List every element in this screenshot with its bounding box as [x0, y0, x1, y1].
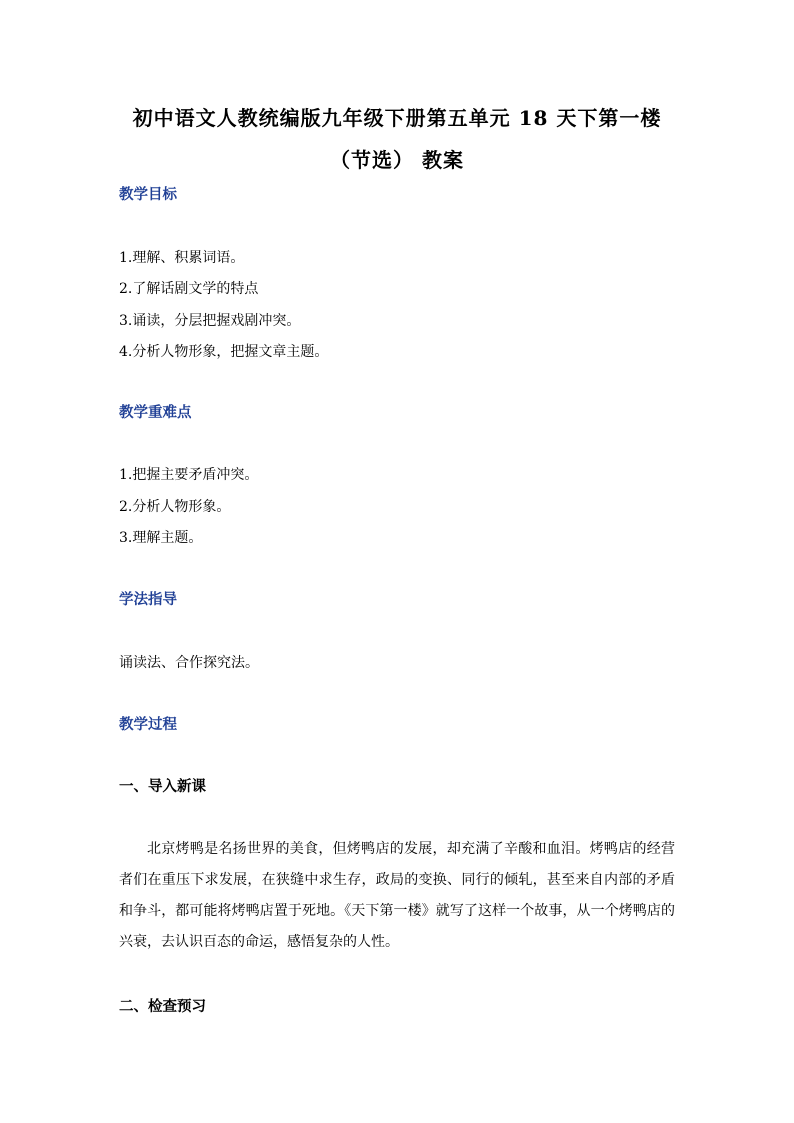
objectives-heading: 教学目标 — [119, 186, 177, 203]
process-heading: 教学过程 — [119, 716, 177, 733]
step1-paragraph: 北京烤鸭是名扬世界的美食，但烤鸭店的发展，却充满了辛酸和血泪。烤鸭店的经营者们在重压下求发展，在狭缝中求生存，政局的变换、同行的倾轧，甚至来自内部的矛盾和争斗，都可能将烤鸭店置于死地。《天下第一楼》就写了这样一个故事，从一个烤鸭店的兴衰，去认识百态的命运，感悟复杂的人性。 — [119, 841, 675, 950]
key-points-heading: 教学重难点 — [119, 404, 192, 421]
document-title-line1: 初中语文人教统编版九年级下册第五单元 18 天下第一楼 — [132, 106, 662, 130]
key-point-item: 1.把握主要矛盾冲突。 — [119, 467, 259, 483]
document-title-line2: （节选） 教案 — [330, 148, 464, 172]
step1-heading: 一、导入新课 — [119, 778, 206, 795]
objective-item: 4.分析人物形象，把握文章主题。 — [119, 344, 329, 360]
step2-heading: 二、检查预习 — [119, 998, 206, 1015]
key-point-item: 3.理解主题。 — [119, 530, 203, 546]
methods-text: 诵读法、合作探究法。 — [119, 655, 259, 671]
objective-item: 2.了解话剧文学的特点 — [119, 281, 259, 297]
objective-item: 1.理解、积累词语。 — [119, 250, 245, 266]
key-point-item: 2.分析人物形象。 — [119, 499, 231, 515]
methods-heading: 学法指导 — [119, 591, 177, 608]
objective-item: 3.诵读，分层把握戏剧冲突。 — [119, 313, 301, 329]
